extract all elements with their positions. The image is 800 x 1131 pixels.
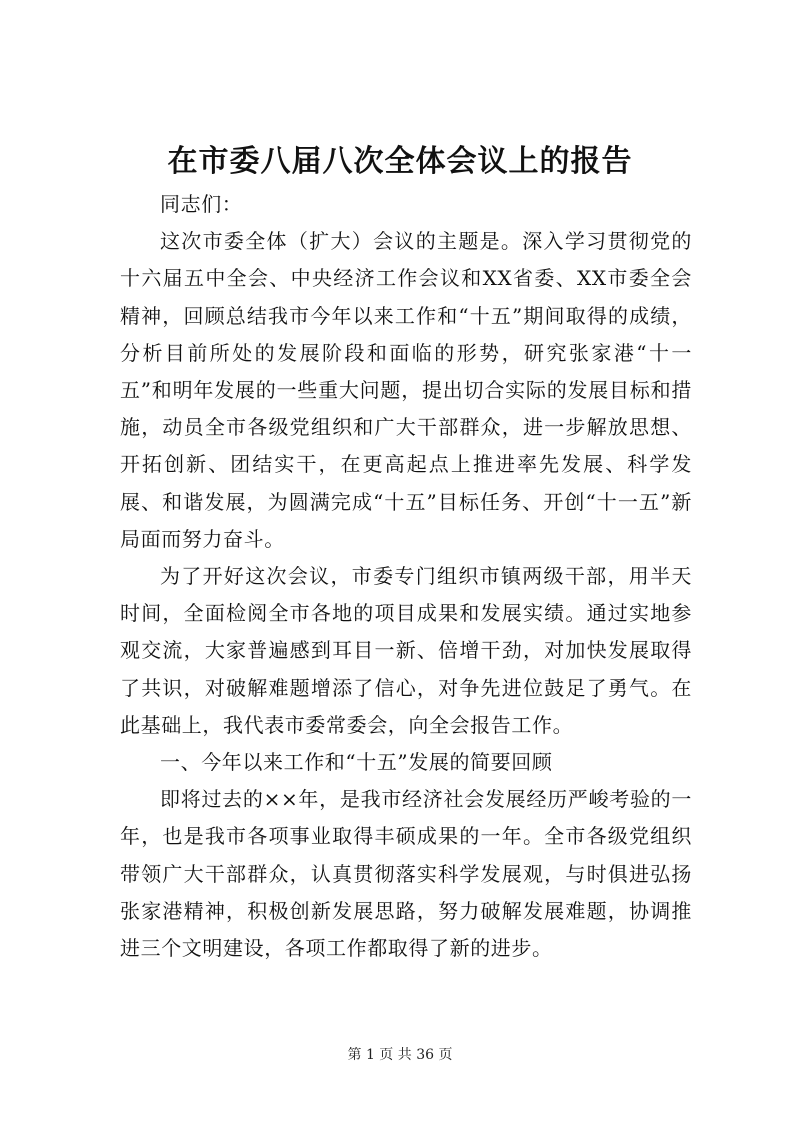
section-heading: 一、今年以来工作和“十五”发展的简要回顾 xyxy=(160,750,553,775)
salutation-paragraph: 同志们： xyxy=(160,192,243,216)
body-paragraph: 为了开好这次会议，市委专门组织市镇两级干部，用半天时间，全面检阅全市各地的项目成果和发展实绩。通过实地参观交流，大家普遍感到耳目一新、倍增干劲，对加快发展取得了共识，对破解难题增添了信心，对争先进位鼓足了勇气。在此基础上，我代表市委常委会，向全会报告工作。 xyxy=(120,564,692,737)
body-paragraph: 即将过去的××年，是我市经济社会发展经历严峻考验的一年，也是我市各项事业取得丰硕成果的一年。全市各级党组织带领广大干部群众，认真贯彻落实科学发展观，与时俱进弘扬张家港精神，积极创新发展思路，努力破解发展难题，协调推进三个文明建设，各项工作都取得了新的进步。 xyxy=(120,787,692,961)
body-paragraph: 这次市委全体（扩大）会议的主题是。深入学习贯彻党的十六届五中全会、中央经济工作会议和XX省委、XX市委全会精神，回顾总结我市今年以来工作和“十五”期间取得的成绩，分析目前所处的发展阶段和面临的形势，研究张家港“十一五”和明年发展的一些重大问题，提出切合实际的发展目标和措施，动员全市各级党组织和广大干部群众，进一步解放思想、开拓创新、团结实干，在更高起点上推进率先发展、科学发展、和谐发展，为圆满完成“十五”目标任务、开创“十一五”新局面而努力奋斗。 xyxy=(120,229,692,551)
document-body xyxy=(120,186,692,967)
document-title: 在市委八届八次全体会议上的报告 xyxy=(167,144,633,179)
page-footer: 第 1 页 共 36 页 xyxy=(347,1047,453,1063)
